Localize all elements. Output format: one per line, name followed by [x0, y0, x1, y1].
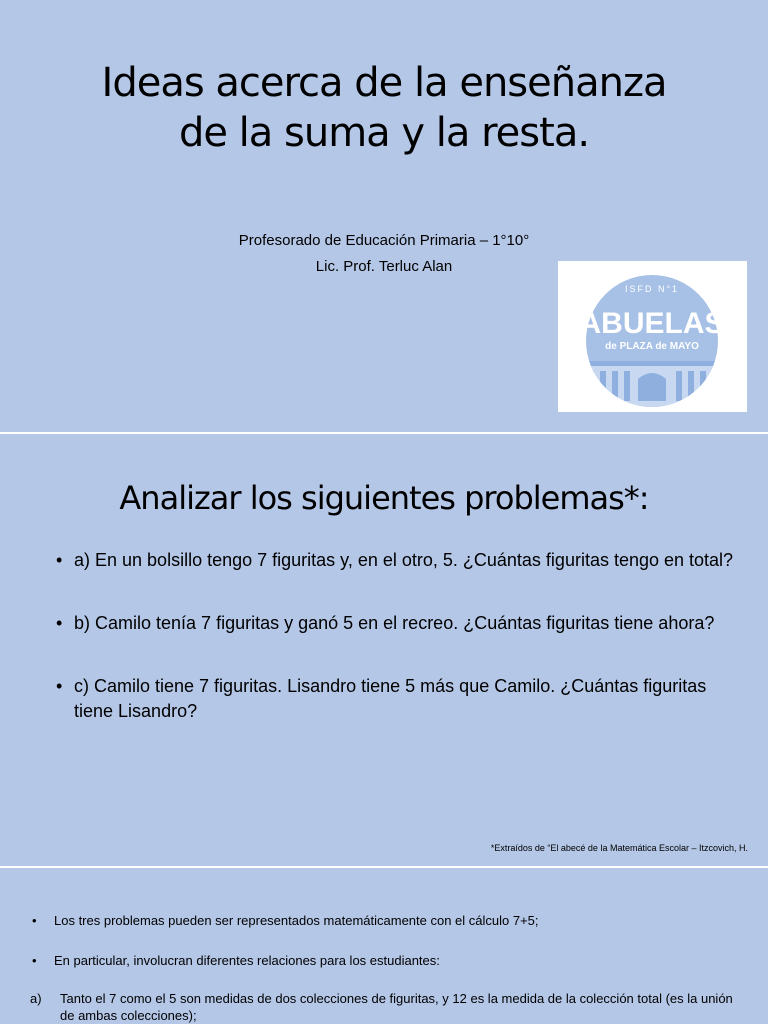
problems-list	[56, 548, 736, 762]
slide-title	[0, 58, 768, 158]
slide-1	[0, 0, 768, 432]
analysis-bullet-2: • En particular, involucran diferentes relaciones para los estudiantes:	[30, 952, 750, 970]
subtitle-line-1: Profesorado de Educación Primaria – 1°10°	[238, 232, 530, 249]
problem-item-a: • a) En un bolsillo tengo 7 figuritas y, en el otro, 5. ¿Cuántas figuritas tengo en total?	[56, 548, 736, 573]
institution-logo	[558, 261, 747, 412]
relation-item-a	[30, 990, 750, 1024]
source-footnote: *Extraídos de “El abecé de la Matemática Escolar – Itzcovich, H.	[490, 843, 748, 853]
problems-title: Analizar los siguientes problemas*:	[119, 479, 649, 517]
item-a-text: Tanto el 7 como el 5 son medidas de dos colecciones de figuritas, y 12 es la medida de la colección total (es la unión de ambas colecciones);	[60, 991, 733, 1023]
logo-main-text: ABUELAS	[579, 307, 725, 340]
problem-item-b: • b) Camilo tenía 7 figuritas y ganó 5 en el recreo. ¿Cuántas figuritas tiene ahora?	[56, 611, 736, 636]
logo-bottom-text: de PLAZA de MAYO	[605, 341, 699, 352]
title-line-1: Ideas acerca de la enseñanza	[101, 60, 667, 106]
logo-badge-icon	[558, 261, 747, 412]
problem-item-c: • c) Camilo tiene 7 figuritas. Lisandro tiene 5 más que Camilo. ¿Cuántas figuritas tiene Lisandro?	[56, 674, 736, 724]
title-line-2: de la suma y la resta.	[178, 110, 590, 156]
item-a-marker: a)	[30, 991, 42, 1006]
analysis-bullet-1: • Los tres problemas pueden ser representados matemáticamente con el cálculo 7+5;	[30, 912, 750, 930]
analysis-bullets	[30, 912, 750, 992]
subtitle-line-2: Lic. Prof. Terluc Alan	[315, 258, 453, 275]
logo-top-text: ISFD N°1	[624, 284, 680, 294]
